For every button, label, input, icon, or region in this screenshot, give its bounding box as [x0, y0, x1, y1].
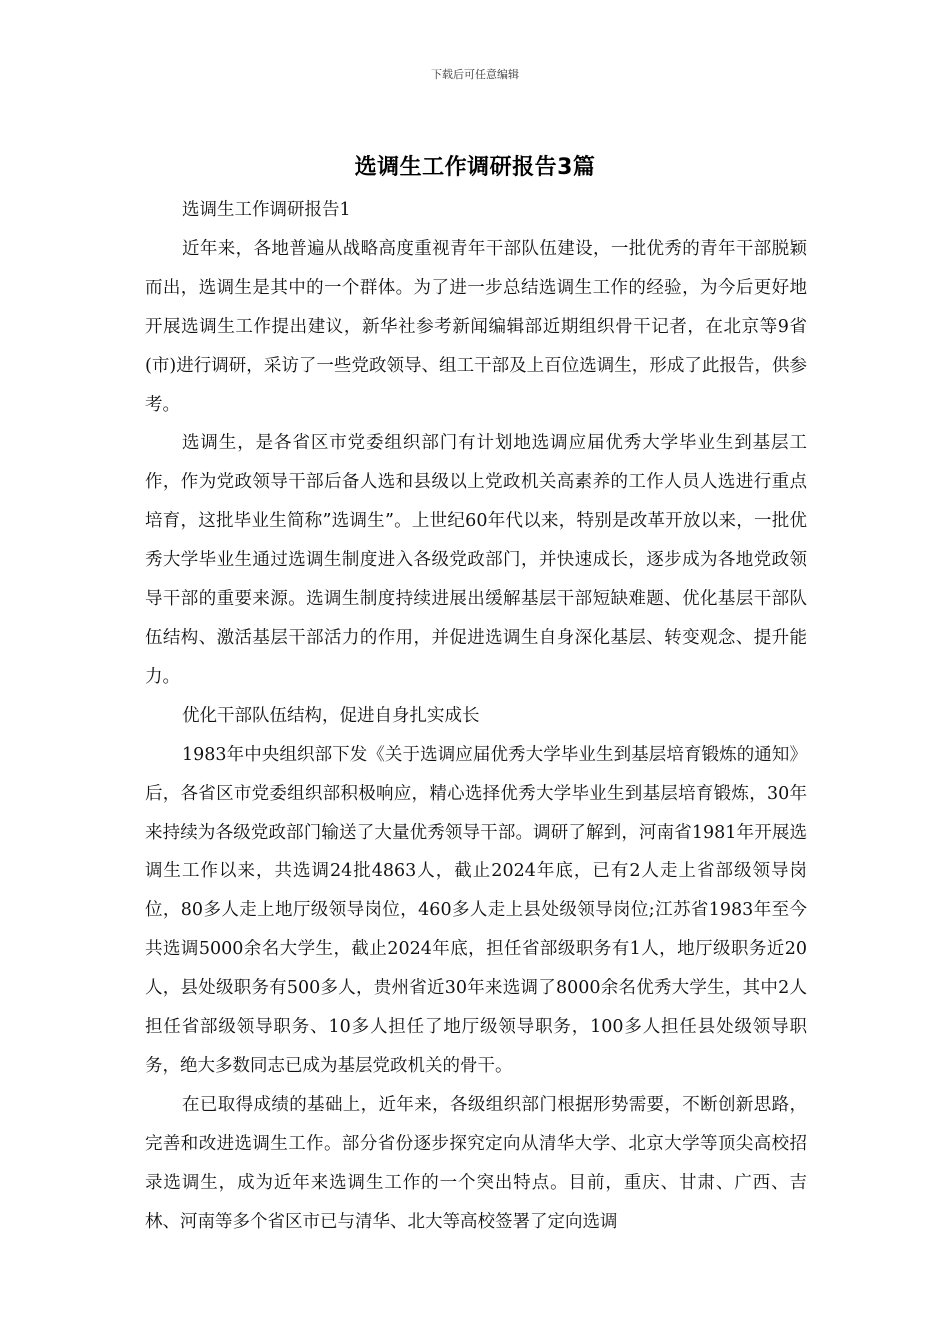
body-paragraph: 选调生，是各省区市党委组织部门有计划地选调应届优秀大学毕业生到基层工作，作为党政领导干部后备人选和县级以上党政机关高素养的工作人员人选进行重点培育，这批毕业生简称”选调生”。上世纪60年代以来，特别是改革开放以来，一批优秀大学毕业生通过选调生制度进入各级党政部门，并快速成长，逐步成为各地党政领导干部的重要来源。选调生制度持续进展出缓解基层干部短缺难题、优化基层干部队伍结构、激活基层干部活力的作用，并促进选调生自身深化基层、转变观念、提升能力。 [145, 433, 807, 687]
body-paragraph: 在已取得成绩的基础上，近年来，各级组织部门根据形势需要，不断创新思路，完善和改进选调生工作。部分省份逐步探究定向从清华大学、北京大学等顶尖高校招录选调生，成为近年来选调生工作的一个突出特点。目前，重庆、甘肃、广西、吉林、河南等多个省区市已与清华、北大等高校签署了定向选调 [145, 1094, 807, 1232]
body-paragraph: 近年来，各地普遍从战略高度重视青年干部队伍建设，一批优秀的青年干部脱颖而出，选调生是其中的一个群体。为了进一步总结选调生工作的经验，为今后更好地开展选调生工作提出建议，新华社参考新闻编辑部近期组织骨干记者，在北京等9省(市)进行调研，采访了一些党政领导、组工干部及上百位选调生，形成了此报告，供参考。 [145, 238, 807, 415]
header-note: 下载后可任意编辑 [431, 68, 519, 81]
document-title: 选调生工作调研报告3篇 [354, 155, 596, 180]
body-paragraph: 1983年中央组织部下发《关于选调应届优秀大学毕业生到基层培育锻炼的通知》后，各省区市党委组织部积极响应，精心选择优秀大学毕业生到基层培育锻炼，30年来持续为各级党政部门输送了大量优秀领导干部。调研了解到，河南省1981年开展选调生工作以来，共选调24批4863人，截止2024年底，已有2人走上省部级领导岗位，80多人走上地厅级领导岗位，460多人走上县处级领导岗位;江苏省1983年至今共选调5000余名大学生，截止2024年底，担任省部级职务有1人，地厅级职务近20人，县处级职务有500多人，贵州省近30年来选调了8000余名优秀大学生，其中2人担任省部级领导职务、10多人担任了地厅级领导职务，100多人担任县处级领导职务，绝大多数同志已成为基层党政机关的骨干。 [145, 744, 807, 1076]
document-body [145, 191, 807, 1241]
section-heading-report-1: 选调生工作调研报告1 [182, 200, 351, 220]
section-subheading: 优化干部队伍结构，促进自身扎实成长 [182, 705, 480, 726]
